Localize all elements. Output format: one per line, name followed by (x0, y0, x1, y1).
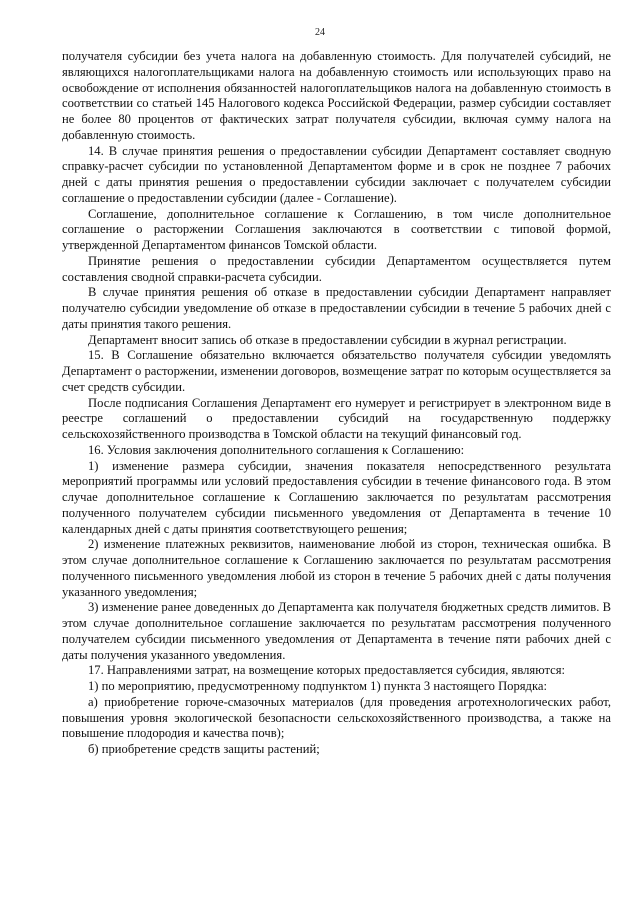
list-item: а) приобретение горюче-смазочных материалов (для проведения агротехнологических работ, повышения уровня экологической безопасности сельскохозяйственного производства, а также на повышение плодородия и качества почв); (62, 694, 611, 741)
document-body (62, 49, 611, 758)
paragraph: Соглашение, дополнительное соглашение к Соглашению, в том числе дополнительное соглашение о расторжении Соглашения заключаются в соответствии с типовой формой, утвержденной Департаментом финансов Томской области. (62, 206, 611, 252)
paragraph: Принятие решения о предоставлении субсидии Департаментом осуществляется путем составления сводной справки-расчета субсидии. (62, 253, 611, 284)
paragraph: получателя субсидии без учета налога на добавленную стоимость. Для получателей субсидий, не являющихся налогоплательщиками налога на добавленную стоимость или использующих право на освобождение от исполнения обязанностей налогоплательщиков налога на добавленную стоимость в соответствии со статьей 145 Налогового кодекса Российской Федерации, размер субсидии составляет не более 80 процентов от фактических затрат получателя субсидии, включая сумму налога на добавленную стоимость. (62, 49, 611, 142)
paragraph: В случае принятия решения об отказе в предоставлении субсидии Департамент направляет получателю субсидии уведомление об отказе в предоставлении субсидии в течение 5 рабочих дней с даты принятия такого решения. (62, 285, 611, 331)
list-item: б) приобретение средств защиты растений; (88, 742, 320, 756)
paragraph-item-14: 14. В случае принятия решения о предоставлении субсидии Департамент составляет сводную справку-расчет субсидии по установленной Департаментом форме и в срок не позднее 7 рабочих дней с даты принятия решения о предоставлении субсидии заключает с получателем субсидии соглашение о предоставлении субсидии (далее - Соглашение). (62, 143, 611, 205)
paragraph: Департамент вносит запись об отказе в предоставлении субсидии в журнал регистрации. (88, 332, 567, 347)
paragraph-item-17: 17. Направлениями затрат, на возмещение которых предоставляется субсидия, являются: (88, 663, 565, 678)
list-item: 1) изменение размера субсидии, значения показателя непосредственного результата мероприятий программы или условий предоставления субсидии в течение финансового года. В этом случае дополнительное соглашение к Соглашению заключается по результатам рассмотрения полученного получателем субсидии письменного уведомления от Департамента в течение 10 календарных дней с даты принятия соответствующего решения; (62, 458, 611, 536)
list-item: 1) по мероприятию, предусмотренному подпунктом 1) пункта 3 настоящего Порядка: (88, 679, 547, 693)
paragraph: После подписания Соглашения Департамент его нумерует и регистрирует в электронном виде в реестре соглашений о предоставлении субсидий на государственную поддержку сельскохозяйственного производства в Томской области на текущий финансовый год. (62, 395, 611, 441)
list-item: 2) изменение платежных реквизитов, наименование любой из сторон, техническая ошибка. В этом случае дополнительное соглашение к Соглашению заключается по результатам рассмотрения полученного письменного уведомления любой из сторон в течение 5 рабочих дней с даты получения указанного уведомления; (62, 537, 611, 599)
paragraph-item-15: 15. В Соглашение обязательно включается обязательство получателя субсидии уведомлять Департамент о расторжении, изменении договоров, возмещение затрат по которым осуществляется за счет средств субсидии. (62, 348, 611, 394)
list-item: 3) изменение ранее доведенных до Департамента как получателя бюджетных средств лимитов. В этом случае дополнительное соглашение заключается по результатам рассмотрения полученного получателем субсидии письменного уведомления от Департамента в течение пяти рабочих дней с даты получения указанного уведомления. (62, 600, 611, 662)
paragraph-item-16: 16. Условия заключения дополнительного соглашения к Соглашению: (88, 442, 465, 457)
page-number: 24 (315, 27, 325, 38)
